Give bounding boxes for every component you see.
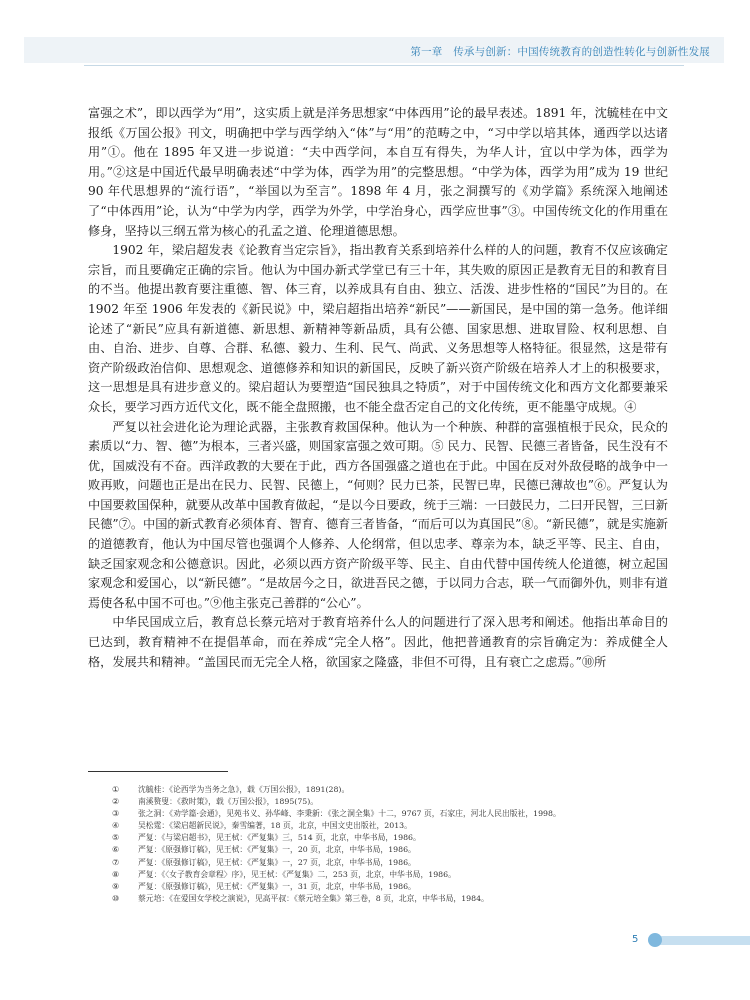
footnote-mark: ② (112, 797, 119, 807)
footnote-mark: ⑨ (112, 881, 119, 891)
footnote (112, 869, 672, 881)
footnote-text: 沈毓桂：《论西学为当务之急》，载《万国公报》，1891(28)。 (138, 785, 350, 794)
footnote-text: 严复：《原强修订稿》，见王栻：《严复集》一，20 页，北京，中华书局，1986。 (138, 845, 416, 855)
footnote-text: 严复：《〈女子教育会章程〉序》，见王栻：《严复集》二，253 页，北京，中华书局，1986。 (138, 869, 456, 879)
footnote-mark: ⑩ (112, 893, 119, 903)
paragraph: 中华民国成立后，教育总长蔡元培对于教育培养什么人的问题进行了深入思考和阐述。他指出革命目的已达到，教育精神不在提倡革命，而在养成“完全人格”。因此，他把普通教育的宗旨确定为：养成健全人格，发展共和精神。“盖国民而无完全人格，欲国家之隆盛，非但不可得，且有衰亡之虑焉。”⑩所 (88, 615, 668, 669)
paragraph: 1902 年，梁启超发表《论教育当定宗旨》，指出教育关系到培养什么样的人的问题，教育不仅应该确定宗旨，而且要确定正确的宗旨。他认为中国办新式学堂已有三十年，其失败的原因正是教育无目的和教育目的不当。他提出教育要注重德、智、体三育，以养成具有自由、独立、活泼、进步性格的“国民”为目的。在 1902 年至 1906 年发表的《新民说》中，梁启超指出培养“新民”——新国民，是中国的第一急务。他详细论述了“新民”应具有新道德、新思想、新精神等新品质，具有公德、国家思想、进取冒险、权利思想、自由、自治、进步、自尊、合群、私德、毅力、生利、民气、尚武、义务思想等人格特征。很显然，这是带有资产阶级政治信仰、思想观念、道德修养和知识的新国民，反映了新兴资产阶级在培养人才上的积极要求，这一思想是具有进步意义的。梁启超认为要塑造“国民独具之特质”，对于中国传统文化和西方文化都要兼采众长，要学习西方近代文化，既不能全盘照搬，也不能全盘否定自己的文化传统，更不能墨守成规。④ (88, 243, 668, 414)
footnote-mark: ③ (112, 809, 119, 819)
page-number: 5 (632, 934, 639, 945)
paragraph: 富强之术”，即以西学为“用”，这实质上就是洋务思想家“中体西用”论的最早表述。1891 年，沈毓桂在中文报纸《万国公报》刊文，明确把中学与西学纳入“体”与“用”的范畴之中，“习中学以培其体，通西学以达诸用”①。他在 1895 年又进一步说道：“夫中西学问，本自互有得失，为华人计，宜以中学为体，西学为用。”②这是中国近代最早明确表述“中学为体，西学为用”的完整思想。“中学为体，西学为用”成为 19 世纪 90 年代思想界的“流行语”，“举国以为至言”。1898 年 4 月，张之洞撰写的《劝学篇》系统深入地阐述了“中体西用”论，认为“中学为内学，西学为外学，中学治身心，西学应世事”③。中国传统文化的作用重在修身，坚持以三纲五常为核心的孔孟之道、伦理道德思想。 (88, 106, 668, 238)
footnote-text: 张之洞：《劝学篇·会通》，见苑书义、孙华峰、李秉新：《张之洞全集》十二，9767 页，石家庄，河北人民出版社，1998。 (138, 809, 561, 819)
footnote-text: 南溪赘叟：《救时策》，载《万国公报》，1895(75)。 (138, 797, 319, 807)
footnote-mark: ① (112, 785, 119, 794)
page-number-decoration-dot (648, 933, 662, 947)
footnote (112, 844, 672, 856)
footnote-text: 严复：《原强修订稿》，见王栻：《严复集》一，27 页，北京，中华书局，1986。 (138, 857, 416, 867)
footnote (112, 832, 672, 844)
footnote-mark: ④ (112, 821, 119, 831)
footnote-mark: ⑤ (112, 833, 119, 843)
footnote-text: 蔡元培：《在爱国女学校之演说》，见高平叔：《蔡元培全集》第三卷，8 页，北京，中华书局，1984。 (138, 893, 489, 903)
body-text (88, 104, 668, 672)
page-number-decoration-bar (656, 936, 750, 945)
footnote-text: 吴松霆：《梁启超新民说》，秦雪编著，18 页，北京，中国文史出版社，2013。 (138, 821, 412, 831)
footnote-mark: ⑦ (112, 857, 119, 867)
footnote-text: 严复：《与梁启超书》，见王栻：《严复集》三，514 页，北京，中华书局，1986。 (138, 833, 421, 843)
footnote-mark: ⑥ (112, 845, 119, 855)
footnote (112, 808, 672, 820)
footnote (112, 893, 672, 905)
footnote (112, 881, 672, 893)
footnote-rule (88, 771, 228, 772)
running-header: 第一章 传承与创新：中国传统教育的创造性转化与创新性发展 (410, 46, 710, 58)
footnote-mark: ⑧ (112, 869, 119, 879)
footnote (112, 784, 672, 796)
footnote-text: 严复：《原强修订稿》，见王栻：《严复集》一，31 页，北京，中华书局，1986。 (138, 881, 416, 891)
paragraph: 严复以社会进化论为理论武器，主张教育救国保种。他认为一个种族、种群的富强植根于民众，民众的素质以“力、智、德”为根本，三者兴盛，则国家富强之效可期。⑤ 民力、民智、民德三者皆备，民生没有不优，国威没有不奋。西洋政教的大要在于此，西方各国强盛之道也在于此。中国在反对外敌侵略的战争中一败再败，问题也正是出在民力、民智、民德上，“何则？民力已茶，民智已卑，民德已薄故也”⑥。严复认为中国要救国保种，就要从改革中国教育做起，“是以今日要政，统于三端：一曰鼓民力，二曰开民智，三曰新民德”⑦。中国的新式教育必须体育、智育、德育三者皆备，“而后可以为真国民”⑧。“新民德”，就是实施新的道德教育，他认为中国尽管也强调个人修养、人伦纲常，但以忠孝、尊亲为本，缺乏平等、民主、自由，缺乏国家观念和公德意识。因此，必须以西方资产阶级平等、民主、自由代替中国传统人伦道德，树立起国家观念和爱国心，以“新民德”。“是故居今之日，欲进吾民之德，于以同力合志，联一气而御外仇，则非有道焉使各私中国不可也。”⑨他主张克己善群的“公心”。 (88, 419, 668, 610)
footnote (112, 857, 672, 869)
footnotes (112, 784, 672, 905)
footnote (112, 796, 672, 808)
header-divider (84, 65, 684, 66)
footnote (112, 820, 672, 832)
